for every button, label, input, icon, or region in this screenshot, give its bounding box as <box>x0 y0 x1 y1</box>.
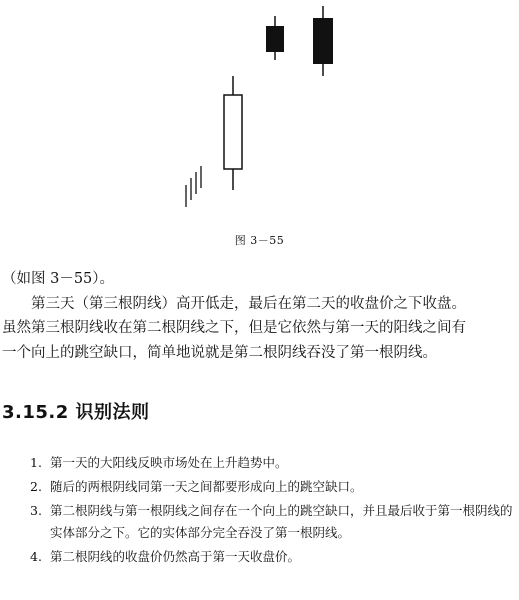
rule-number: 4. <box>30 549 42 564</box>
rule-item <box>0 546 519 568</box>
rule-text: 第二根阴线与第一根阴线之间存在一个向上的跳空缺口，并且最后收于第一根阴线的实体部分之下。它的实体部分完全吞没了第一根阴线。 <box>50 503 513 540</box>
paragraph-ref: （如图 3－55）。 <box>2 271 115 287</box>
rule-text: 第一天的大阳线反映市场处在上升趋势中。 <box>50 455 288 470</box>
paragraph-line: 一个向上的跳空缺口，简单地说就是第二根阴线吞没了第一根阴线。 <box>2 345 437 361</box>
trend-candles <box>186 166 201 207</box>
section-title: 3.15.2 识别法则 <box>2 402 150 423</box>
rule-text: 第二根阴线的收盘价仍然高于第一天收盘价。 <box>50 549 301 564</box>
rules-list <box>0 452 519 570</box>
white-candle <box>224 76 242 190</box>
paragraph-line: 第三天（第三根阴线）高开低走，最后在第二天的收盘价之下收盘。 <box>2 296 466 312</box>
candlestick-figure <box>0 0 519 260</box>
black-candle-small <box>266 16 284 60</box>
rule-text: 随后的两根阴线同第一天之间都要形成向上的跳空缺口。 <box>50 479 363 494</box>
rule-item <box>0 476 519 498</box>
black-candle-large <box>313 6 333 76</box>
rule-number: 1. <box>30 455 42 470</box>
black-candle-large-body <box>313 18 333 64</box>
white-candle-body <box>224 95 242 169</box>
rule-number: 2. <box>30 479 42 494</box>
rule-number: 3. <box>30 503 42 518</box>
figure-caption: 图 3－55 <box>234 234 285 247</box>
rule-item <box>0 452 519 474</box>
paragraph-line: 虽然第三根阴线收在第二根阴线之下，但是它依然与第一天的阳线之间有 <box>2 320 466 336</box>
rule-item <box>0 500 519 544</box>
black-candle-small-body <box>266 26 284 52</box>
